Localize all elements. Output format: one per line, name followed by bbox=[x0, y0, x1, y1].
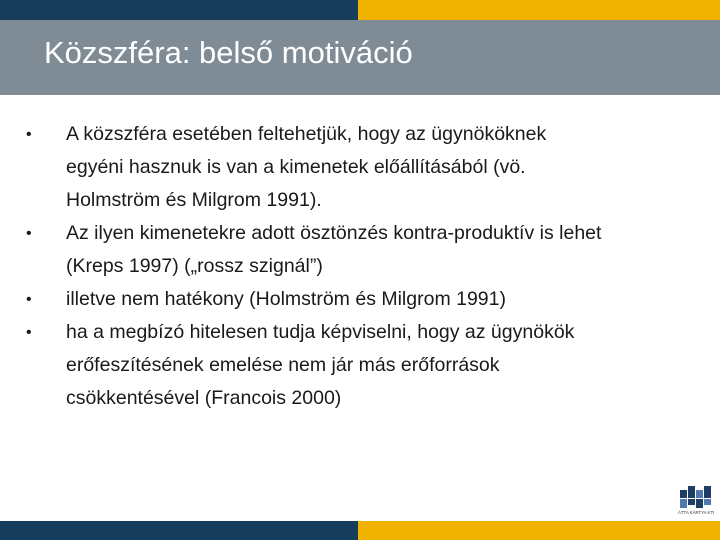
top-accent-bar-navy bbox=[0, 0, 358, 20]
top-accent-bar-gold bbox=[358, 0, 720, 20]
bullet-item bbox=[26, 118, 686, 217]
bullet-line: ha a megbízó hitelesen tudja képviselni, hogy az ügynökök bbox=[66, 321, 575, 343]
bullet-line: csökkentésével (Francois 2000) bbox=[66, 387, 342, 409]
bullet-line: egyéni hasznuk is van a kimenetek előállításából (vö. bbox=[66, 156, 526, 178]
bullet-line: erőfeszítésének emelése nem jár más erőforrások bbox=[66, 354, 500, 376]
logo-text: ÁTTA KÁRTYA KTI bbox=[678, 510, 715, 515]
bullet-line: Holmström és Milgrom 1991). bbox=[66, 189, 322, 211]
logo-icon bbox=[678, 484, 716, 510]
bullet-line: illetve nem hatékony (Holmström és Milgrom 1991) bbox=[66, 288, 506, 310]
bullet-glyph: • bbox=[26, 225, 32, 242]
bullet-line: (Kreps 1997) („rossz szignál”) bbox=[66, 255, 323, 277]
bullet-item bbox=[26, 316, 686, 415]
bottom-accent-bar-gold bbox=[358, 521, 720, 540]
bullet-item bbox=[26, 283, 686, 316]
bottom-accent-bar-navy bbox=[0, 521, 358, 540]
bullet-line: A közszféra esetében feltehetjük, hogy az ügynököknek bbox=[66, 123, 547, 145]
bullet-glyph: • bbox=[26, 324, 32, 341]
institute-logo bbox=[678, 484, 716, 518]
slide-title: Közszféra: belső motiváció bbox=[44, 35, 413, 70]
bullet-glyph: • bbox=[26, 291, 32, 308]
bullet-line: Az ilyen kimenetekre adott ösztönzés kontra-produktív is lehet bbox=[66, 222, 602, 244]
bullet-list bbox=[26, 118, 686, 415]
bullet-item bbox=[26, 217, 686, 283]
bullet-glyph: • bbox=[26, 126, 32, 143]
